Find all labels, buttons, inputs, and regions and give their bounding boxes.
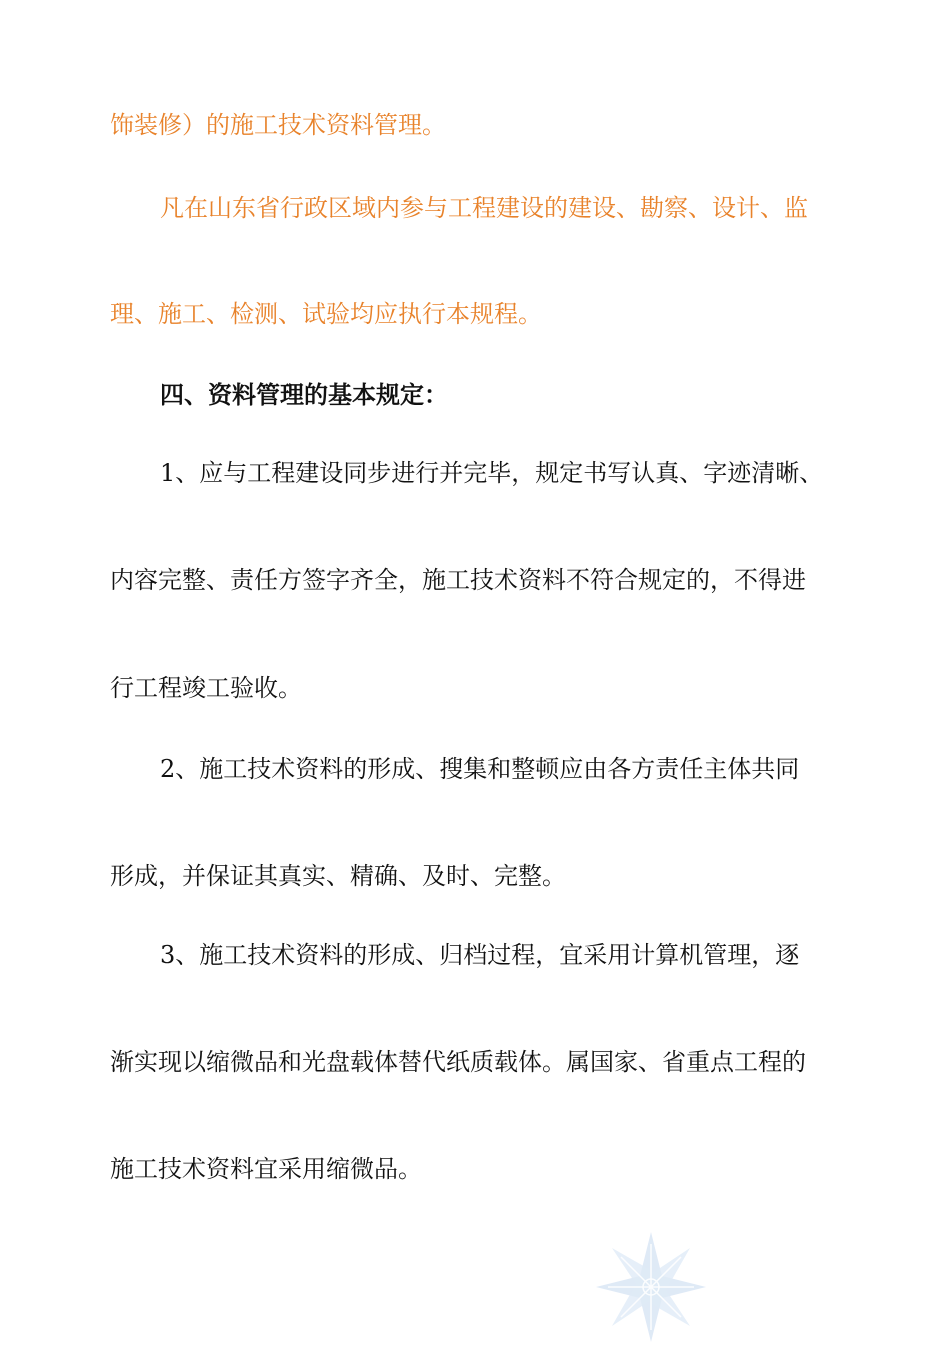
paragraph-1-line-1: 1、应与工程建设同步进行并完毕，规定书写认真、字迹清晰、 — [160, 459, 824, 487]
paragraph-3-line-1: 3、施工技术资料的形成、归档过程，宜采用计算机管理，逐 — [160, 941, 800, 969]
paragraph-3-line-3: 施工技术资料宜采用缩微品。 — [110, 1155, 422, 1183]
paragraph-2-line-2: 形成，并保证其真实、精确、及时、完整。 — [110, 862, 566, 890]
paragraph-1-line-2: 内容完整、责任方签字齐全，施工技术资料不符合规定的，不得进 — [110, 566, 806, 594]
body-text-line-3: 理、施工、检测、试验均应执行本规程。 — [110, 300, 542, 328]
paragraph-1-line-3: 行工程竣工验收。 — [110, 674, 302, 702]
snowflake-watermark-icon — [596, 1232, 706, 1342]
section-heading: 四、资料管理的基本规定： — [160, 380, 448, 409]
paragraph-2-line-1: 2、施工技术资料的形成、搜集和整顿应由各方责任主体共同 — [160, 755, 800, 783]
body-text-line-2: 凡在山东省行政区域内参与工程建设的建设、勘察、设计、监 — [160, 194, 808, 222]
body-text-line-1: 饰装修）的施工技术资料管理。 — [110, 111, 446, 139]
paragraph-3-line-2: 渐实现以缩微品和光盘载体替代纸质载体。属国家、省重点工程的 — [110, 1048, 806, 1076]
